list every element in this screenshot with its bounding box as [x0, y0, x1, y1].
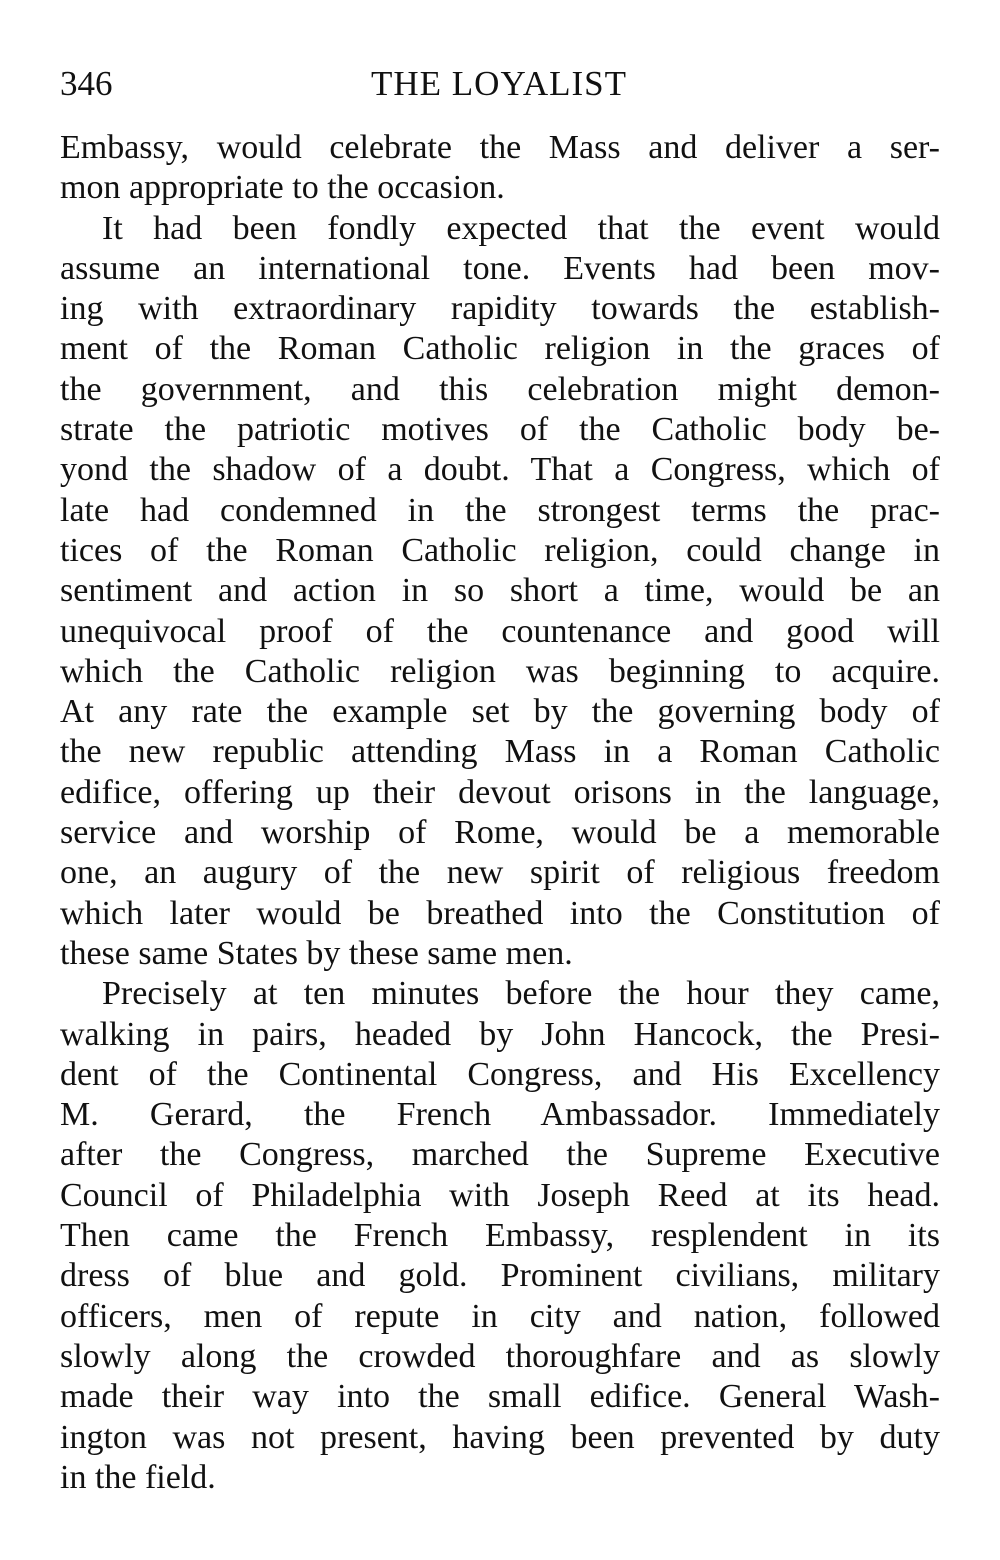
text-line: M. Gerard, the French Ambassador. Immediately	[60, 1096, 940, 1134]
text-line: yond the shadow of a doubt. That a Congress, which of	[60, 451, 940, 489]
page-header	[60, 62, 938, 106]
text-line: ington was not present, having been prevented by duty	[60, 1418, 940, 1456]
text-line: strate the patriotic motives of the Catholic body be-	[60, 411, 940, 449]
text-line: after the Congress, marched the Supreme Executive	[60, 1136, 940, 1174]
text-line: officers, men of repute in city and nation, followed	[60, 1297, 940, 1335]
text-line: these same States by these same men.	[60, 934, 573, 972]
text-line: slowly along the crowded thoroughfare and as slowly	[60, 1337, 940, 1375]
text-line: Embassy, would celebrate the Mass and deliver a ser-	[60, 129, 940, 166]
text-line: Then came the French Embassy, resplendent in its	[60, 1217, 940, 1255]
text-line: one, an augury of the new spirit of religious freedom	[60, 854, 940, 892]
text-line: At any rate the example set by the governing body of	[60, 693, 940, 731]
text-line: dress of blue and gold. Prominent civilians, military	[60, 1257, 940, 1295]
text-line: mon appropriate to the occasion.	[60, 169, 505, 207]
text-line: the government, and this celebration might demon-	[60, 370, 940, 408]
text-line: It had been fondly expected that the event would	[102, 209, 940, 247]
text-line: unequivocal proof of the countenance and good will	[60, 612, 940, 650]
text-line: made their way into the small edifice. General Wash-	[60, 1378, 940, 1416]
text-line: late had condemned in the strongest terms the prac-	[60, 491, 940, 529]
text-line: the new republic attending Mass in a Roman Catholic	[60, 733, 940, 771]
body-text	[60, 128, 940, 1498]
text-line: Council of Philadelphia with Joseph Reed at its head.	[60, 1176, 940, 1214]
page-number: 346	[60, 64, 113, 103]
text-line: service and worship of Rome, would be a memorable	[60, 814, 940, 852]
text-line: ment of the Roman Catholic religion in the graces of	[60, 330, 940, 368]
text-line: which later would be breathed into the Constitution of	[60, 894, 940, 932]
text-line: walking in pairs, headed by John Hancock, the Presi-	[60, 1015, 940, 1053]
text-line: assume an international tone. Events had been mov-	[60, 249, 940, 287]
running-title: THE LOYALIST	[371, 64, 627, 103]
text-line: which the Catholic religion was beginning to acquire.	[60, 652, 940, 690]
text-line: ing with extraordinary rapidity towards the establish-	[60, 290, 940, 328]
text-line: edifice, offering up their devout orisons in the language,	[60, 773, 940, 811]
text-line: dent of the Continental Congress, and His Excellency	[60, 1055, 940, 1093]
text-line: sentiment and action in so short a time, would be an	[60, 572, 940, 610]
text-line: in the field.	[60, 1458, 216, 1496]
text-line: Precisely at ten minutes before the hour they came,	[102, 975, 940, 1013]
text-line: tices of the Roman Catholic religion, could change in	[60, 531, 940, 569]
